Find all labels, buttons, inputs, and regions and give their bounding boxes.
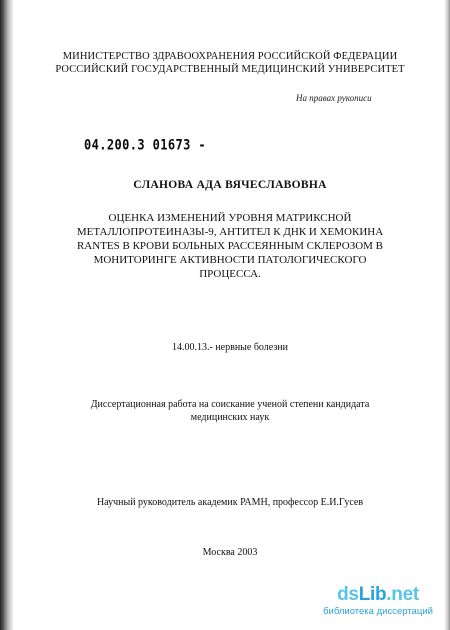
- title-line-4: МОНИТОРИНГЕ АКТИВНОСТИ ПАТОЛОГИЧЕСКОГО: [93, 253, 367, 266]
- degree-line-1: Диссертационная работа на соискание ученой степени кандидата: [90, 399, 370, 410]
- scan-edge-left: [0, 0, 14, 630]
- dslib-watermark[interactable]: [314, 584, 442, 628]
- title-line-2: МЕТАЛЛОПРОТЕИНАЗЫ-9, АНТИТЕЛ К ДНК И ХЕМОКИНА: [76, 225, 384, 238]
- dissertation-title: [40, 212, 420, 282]
- title-line-5: ПРОЦЕССА.: [199, 267, 261, 280]
- logo-part-1: ds: [337, 584, 359, 605]
- supervisor: Научный руководитель академик РАМН, профессор Е.И.Гусев: [96, 497, 364, 508]
- logo-part-3: .net: [386, 584, 419, 605]
- institution-header: [40, 50, 420, 76]
- institution-line-2: РОССИЙСКИЙ ГОСУДАРСТВЕННЫЙ МЕДИЦИНСКИЙ УНИВЕРСИТЕТ: [55, 64, 405, 76]
- dslib-logo: [314, 584, 442, 606]
- logo-part-2: Lib: [358, 584, 387, 605]
- author-name: СЛАНОВА АДА ВЯЧЕСЛАВОВНА: [133, 179, 327, 191]
- scan-edge-right: [444, 0, 450, 630]
- degree-line-2: медицинских наук: [190, 412, 270, 423]
- degree-statement: [40, 398, 420, 424]
- title-line-3: RANTES В КРОВИ БОЛЬНЫХ РАССЕЯННЫМ СКЛЕРОЗОМ В: [76, 239, 384, 252]
- institution-line-1: МИНИСТЕРСТВО ЗДРАВООХРАНЕНИЯ РОССИЙСКОЙ ФЕДЕРАЦИИ: [62, 51, 398, 62]
- document-number: 04.200.3 01673 -: [84, 136, 206, 154]
- rights-notice: На правах рукописи: [296, 93, 372, 103]
- specialty-code: 14.00.13.- нервные болезни: [171, 342, 288, 353]
- title-line-1: ОЦЕНКА ИЗМЕНЕНИЙ УРОВНЯ МАТРИКСНОЙ: [108, 212, 352, 224]
- watermark-subtitle: библиотека диссертаций: [323, 606, 433, 617]
- city-year: Москва 2003: [202, 547, 258, 558]
